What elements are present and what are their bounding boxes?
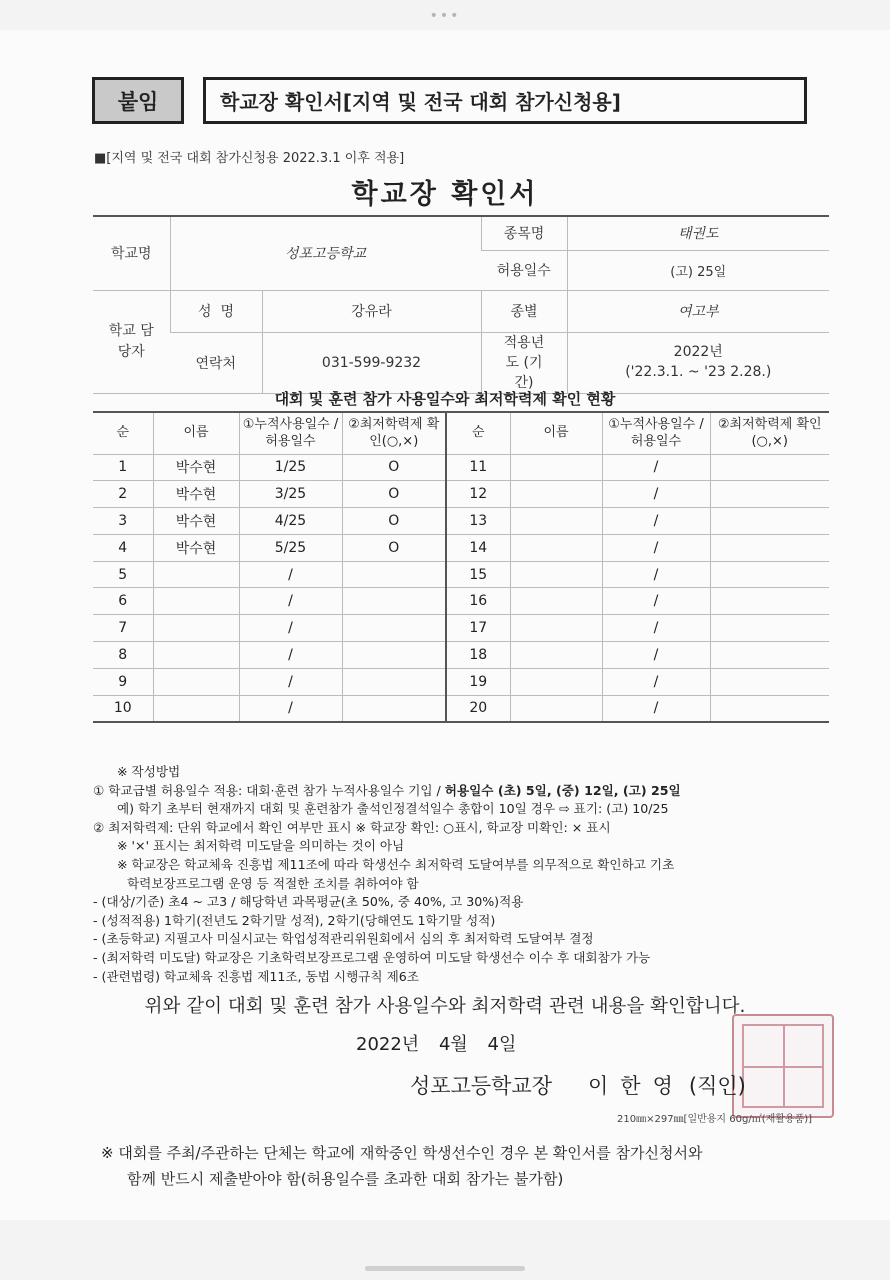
row-days: 4/25 — [239, 508, 342, 535]
table-row — [93, 454, 829, 481]
seal-pattern — [742, 1024, 824, 1108]
table-row — [93, 668, 829, 695]
row-name-2 — [510, 454, 602, 481]
row-check — [342, 615, 446, 642]
allowed-days-value: (고) 25일 — [567, 250, 829, 290]
row-check-2 — [710, 642, 829, 669]
row-check — [342, 588, 446, 615]
table-row — [93, 642, 829, 669]
writing-instructions — [93, 763, 853, 986]
year-value: 2022년 — [673, 344, 723, 361]
row-name-2 — [510, 668, 602, 695]
date-month: 4월 — [438, 1034, 468, 1055]
row-days-2: / — [602, 668, 710, 695]
row-days: / — [239, 668, 342, 695]
row-days: / — [239, 588, 342, 615]
row-days-2: / — [602, 695, 710, 722]
row-days: / — [239, 561, 342, 588]
row-check-2 — [710, 534, 829, 561]
detail-3: - (초등학교) 지필고사 미실시교는 학업성적관리위원회에서 심의 후 최저학력 도달여부 결정 — [93, 931, 594, 947]
header-check: ②최저학력제 확인(○,×) — [342, 412, 446, 454]
row-check-2 — [710, 695, 829, 722]
row-no: 4 — [93, 534, 153, 561]
contact-value: 031-599-9232 — [262, 332, 481, 394]
manager-label: 학교 담당자 — [93, 290, 170, 394]
row-name — [153, 615, 239, 642]
row-check: O — [342, 481, 446, 508]
usage-table — [93, 411, 829, 723]
row-check — [342, 642, 446, 669]
footer-note — [101, 1140, 821, 1192]
footer-line-1: ※ 대회를 주최/주관하는 단체는 학교에 재학중인 학생선수인 경우 본 확인서를 참가신청서와 — [101, 1144, 703, 1162]
row-name: 박수현 — [153, 454, 239, 481]
row-name-2 — [510, 534, 602, 561]
row-name-2 — [510, 642, 602, 669]
row-check-2 — [710, 481, 829, 508]
seal-label: (직인) — [688, 1074, 746, 1098]
row-name-2 — [510, 508, 602, 535]
signature-line — [410, 1070, 746, 1100]
row-no-2: 18 — [446, 642, 510, 669]
row-check: O — [342, 508, 446, 535]
date-year: 2022년 — [356, 1034, 420, 1055]
note-2b-cont: 학력보장프로그램 운영 등 적절한 조치를 취하여야 함 — [127, 875, 419, 891]
row-no: 6 — [93, 588, 153, 615]
footer-line-2: 함께 반드시 제출받아야 함(허용일수를 초과한 대회 참가는 불가함) — [127, 1170, 564, 1188]
row-name — [153, 588, 239, 615]
row-no: 1 — [93, 454, 153, 481]
row-no-2: 13 — [446, 508, 510, 535]
principal-name: 이한영 — [588, 1074, 685, 1098]
category-value: 여고부 — [567, 290, 829, 332]
school-value: 성포고등학교 — [170, 216, 481, 290]
event-value: 태권도 — [567, 216, 829, 250]
row-name — [153, 561, 239, 588]
row-check: O — [342, 454, 446, 481]
row-no-2: 11 — [446, 454, 510, 481]
row-days-2: / — [602, 481, 710, 508]
row-name-2 — [510, 615, 602, 642]
attachment-tag: 붙임 — [92, 77, 184, 124]
row-no: 7 — [93, 615, 153, 642]
row-no: 10 — [93, 695, 153, 722]
row-name-2 — [510, 561, 602, 588]
row-check — [342, 668, 446, 695]
row-no: 5 — [93, 561, 153, 588]
event-label: 종목명 — [481, 216, 567, 250]
table-row — [93, 534, 829, 561]
row-days-2: / — [602, 508, 710, 535]
row-name — [153, 695, 239, 722]
row-check-2 — [710, 668, 829, 695]
row-name-2 — [510, 481, 602, 508]
row-days: 3/25 — [239, 481, 342, 508]
row-no-2: 14 — [446, 534, 510, 561]
row-check — [342, 695, 446, 722]
row-days-2: / — [602, 615, 710, 642]
row-days: / — [239, 695, 342, 722]
sub-note: ■[지역 및 전국 대회 참가신청용 2022.3.1 이후 적용] — [94, 151, 405, 166]
header-no: 순 — [93, 412, 153, 454]
note-2b: ※ 학교장은 학교체육 진흥법 제11조에 따라 학생선수 최저학력 도달여부를 의무적으로 확인하고 기초 — [117, 856, 675, 872]
row-days-2: / — [602, 454, 710, 481]
row-check-2 — [710, 561, 829, 588]
period-value: ('22.3.1. ~ '23 2.28.) — [625, 363, 772, 380]
table-row — [93, 561, 829, 588]
table-row — [93, 615, 829, 642]
detail-2: - (성적적용) 1학기(전년도 2학기말 성적), 2학기(당해연도 1학기말 성적) — [93, 912, 496, 928]
row-check-2 — [710, 615, 829, 642]
header-check-2: ②최저학력제 확인(○,×) — [710, 412, 829, 454]
school-label: 학교명 — [93, 216, 170, 290]
row-days: / — [239, 615, 342, 642]
allowed-days-label: 허용일수 — [481, 250, 567, 290]
row-check-2 — [710, 508, 829, 535]
note-1-text: ① 학교급별 허용일수 적용: 대회·훈련 참가 누적사용일수 기입 / — [93, 782, 445, 798]
row-no-2: 19 — [446, 668, 510, 695]
row-name-2 — [510, 695, 602, 722]
row-no: 3 — [93, 508, 153, 535]
name-label: 성 명 — [170, 290, 262, 332]
top-dots[interactable]: ••• — [429, 8, 461, 24]
row-check-2 — [710, 454, 829, 481]
page-title: 학교장 확인서 — [351, 179, 539, 210]
name-value: 강유라 — [262, 290, 481, 332]
table-row — [93, 695, 829, 722]
issue-date — [356, 1030, 516, 1056]
principal-title: 성포고등학교장 — [410, 1074, 553, 1098]
row-no-2: 20 — [446, 695, 510, 722]
notes-heading: ※ 작성방법 — [117, 764, 181, 779]
row-days-2: / — [602, 561, 710, 588]
row-no: 8 — [93, 642, 153, 669]
row-name — [153, 668, 239, 695]
detail-5: - (관련법령) 학교체육 진흥법 제11조, 동법 시행규칙 제6조 — [93, 968, 419, 984]
year-cell — [567, 332, 829, 394]
row-name: 박수현 — [153, 481, 239, 508]
header-no-2: 순 — [446, 412, 510, 454]
home-indicator[interactable] — [365, 1266, 525, 1271]
row-no-2: 17 — [446, 615, 510, 642]
row-check-2 — [710, 588, 829, 615]
detail-4: - (최저학력 미도달) 학교장은 기초학력보장프로그램 운영하여 미도달 학생선수 이수 후 대회참가 가능 — [93, 949, 651, 965]
row-name — [153, 642, 239, 669]
header-title: 학교장 확인서[지역 및 전국 대회 참가신청용] — [203, 77, 807, 124]
row-days: 5/25 — [239, 534, 342, 561]
row-no: 2 — [93, 481, 153, 508]
year-label: 적용년도 (기간) — [481, 332, 567, 394]
section-title: 대회 및 훈련 참가 사용일수와 최저학력제 확인 현황 — [274, 390, 616, 408]
row-days-2: / — [602, 534, 710, 561]
note-1-allowed: 허용일수 (초) 5일, (중) 12일, (고) 25일 — [444, 782, 681, 798]
date-day: 4일 — [487, 1034, 517, 1055]
detail-1: - (대상/기준) 초4 ~ 고3 / 해당학년 과목평균(초 50%, 중 40%, 고 30%)적용 — [93, 894, 524, 910]
row-check — [342, 561, 446, 588]
row-name: 박수현 — [153, 508, 239, 535]
official-seal-stamp — [732, 1014, 834, 1118]
confirmation-statement: 위와 같이 대회 및 훈련 참가 사용일수와 최저학력 관련 내용을 확인합니다. — [144, 996, 746, 1017]
row-days: / — [239, 642, 342, 669]
header-days: ①누적사용일수 /허용일수 — [239, 412, 342, 454]
row-no: 9 — [93, 668, 153, 695]
row-days: 1/25 — [239, 454, 342, 481]
table-row — [93, 588, 829, 615]
row-days-2: / — [602, 588, 710, 615]
header-name-2: 이름 — [510, 412, 602, 454]
header-days-2: ①누적사용일수 /허용일수 — [602, 412, 710, 454]
note-2a: ※ '×' 표시는 최저학력 미도달을 의미하는 것이 아님 — [117, 838, 405, 854]
table-row — [93, 481, 829, 508]
table-row — [93, 508, 829, 535]
row-name: 박수현 — [153, 534, 239, 561]
header-name: 이름 — [153, 412, 239, 454]
row-name-2 — [510, 588, 602, 615]
school-info-table — [93, 215, 829, 394]
row-no-2: 12 — [446, 481, 510, 508]
contact-label: 연락처 — [170, 332, 262, 394]
row-no-2: 15 — [446, 561, 510, 588]
note-2: ② 최저학력제: 단위 학교에서 확인 여부만 표시 ※ 학교장 확인: ○표시, 학교장 미확인: × 표시 — [93, 819, 611, 835]
row-check: O — [342, 534, 446, 561]
note-1 — [93, 782, 853, 801]
note-1-example: 예) 학기 초부터 현재까지 대회 및 훈련참가 출석인정결석일수 총합이 10일 경우 ⇨ 표기: (고) 10/25 — [117, 801, 669, 817]
category-label: 종별 — [481, 290, 567, 332]
row-days-2: / — [602, 642, 710, 669]
row-no-2: 16 — [446, 588, 510, 615]
paper-size-note: 210㎜×297㎜[일반용지 60g/㎡(재활용품)] — [617, 1114, 813, 1125]
